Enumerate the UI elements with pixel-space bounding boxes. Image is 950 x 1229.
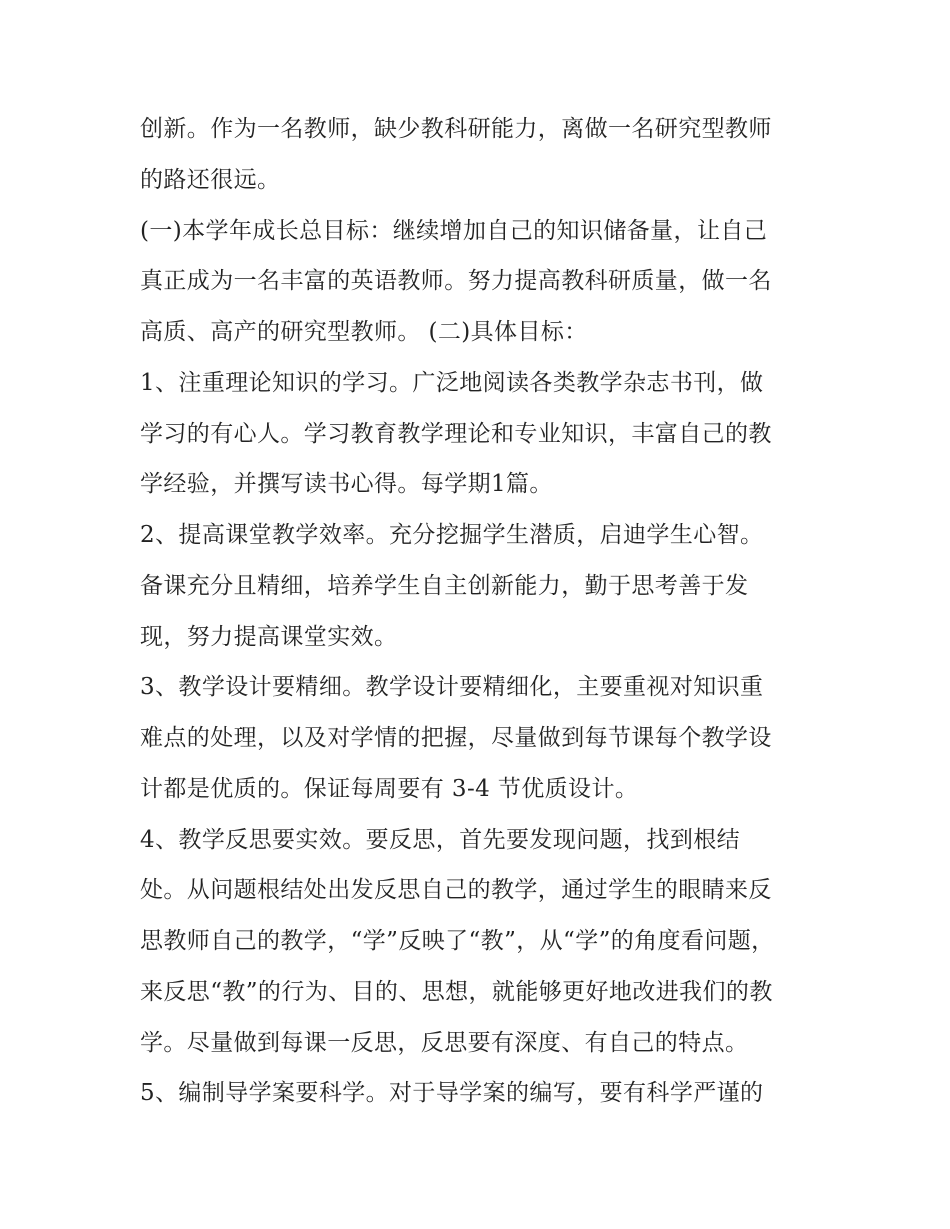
text-line-18: 来反思“教”的行为、目的、思想，就能够更好地改进我们的教 — [140, 979, 773, 1005]
text-line-6: 1、注重理论知识的学习。广泛地阅读各类教学杂志书刊，做 — [140, 370, 764, 396]
text-line-9: 2、提高课堂教学效率。充分挖掘学生潜质，启迪学生心智。 — [140, 522, 764, 548]
text-line-4: 真正成为一名丰富的英语教师。努力提高教科研质量，做一名 — [140, 268, 772, 294]
text-line-14: 计都是优质的。保证每周要有 3-4 节优质设计。 — [140, 776, 639, 802]
text-line-13: 难点的处理，以及对学情的把握，尽量做到每节课每个教学设 — [140, 725, 772, 751]
text-line-8: 学经验，并撰写读书心得。每学期1篇。 — [140, 471, 553, 497]
text-line-19: 学。尽量做到每课一反思，反思要有深度、有自己的特点。 — [140, 1030, 749, 1056]
text-line-5: 高质、高产的研究型教师。 (二)具体目标： — [140, 319, 588, 345]
text-line-1: 创新。作为一名教师，缺少教科研能力，离做一名研究型教师 — [140, 116, 772, 142]
text-line-3: (一)本学年成长总目标：继续增加自己的知识储备量，让自己 — [140, 218, 768, 244]
text-line-11: 现，努力提高课堂实效。 — [140, 624, 398, 650]
text-line-15: 4、教学反思要实效。要反思，首先要发现问题，找到根结 — [140, 827, 741, 853]
text-line-7: 学习的有心人。学习教育教学理论和专业知识，丰富自己的教 — [140, 421, 772, 447]
text-line-20: 5、编制导学案要科学。对于导学案的编写，要有科学严谨的 — [140, 1080, 764, 1106]
text-line-2: 的路还很远。 — [140, 167, 281, 193]
text-line-12: 3、教学设计要精细。教学设计要精细化，主要重视对知识重 — [140, 674, 764, 700]
text-line-16: 处。从问题根结处出发反思自己的教学，通过学生的眼睛来反 — [140, 877, 772, 903]
text-line-17: 思教师自己的教学，“学”反映了“教”，从“学”的角度看问题， — [140, 928, 775, 954]
text-line-10: 备课充分且精细，培养学生自主创新能力，勤于思考善于发 — [140, 573, 749, 599]
